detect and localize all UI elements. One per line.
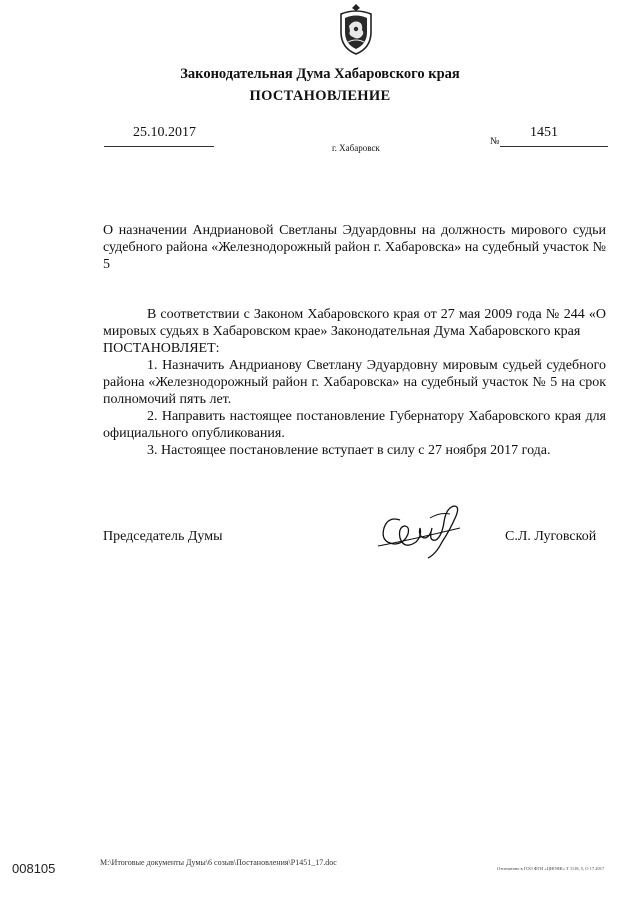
file-path: М:\Итоговые документы Думы\6 созыв\Постановления\Р1451_17.doc [100,858,337,867]
date-underline [104,146,214,147]
signatory-name: С.Л. Луговской [505,529,597,544]
preamble: В соответствии с Законом Хабаровского края от 27 мая 2009 года № 244 «О мировых судьях в Хабаровском крае» Законодательная Дума Хабаровского края [103,307,606,339]
document-date: 25.10.2017 [133,125,196,140]
number-sign: № [490,136,500,147]
handwritten-signature [370,498,470,564]
registration-number: 008105 [12,861,56,876]
print-note: Отпечатано в ГОО ФГИ «ЦИОНК» Т 1118, 5, О 17.2017 [497,866,605,871]
document-type: ПОСТАНОВЛЕНИЕ [249,88,391,104]
document-number: 1451 [530,125,558,140]
resolves-heading: ПОСТАНОВЛЯЕТ: [103,341,220,356]
resolution-item-3: 3. Настоящее постановление вступает в силу с 27 ноября 2017 года. [147,443,551,458]
document-body [103,306,606,459]
resolution-item-2: 2. Направить настоящее постановление Губернатору Хабаровского края для официального опубликования. [103,409,606,441]
signatory-title: Председатель Думы [103,529,223,544]
resolution-item-1: 1. Назначить Андрианову Светлану Эдуардовну мировым судьей судебного района «Железнодорожный район г. Хабаровска» на судебный участок № 5 на срок полномочий пять лет. [103,358,606,407]
document-subject: О назначении Андриановой Светланы Эдуардовны на должность мирового судьи судебного района «Железнодорожный район г. Хабаровска» на судебный участок № 5 [103,223,606,272]
document-city: г. Хабаровск [332,143,380,153]
coat-of-arms-icon [333,2,379,56]
number-underline [500,146,608,147]
organization-name: Законодательная Дума Хабаровского края [180,66,460,82]
